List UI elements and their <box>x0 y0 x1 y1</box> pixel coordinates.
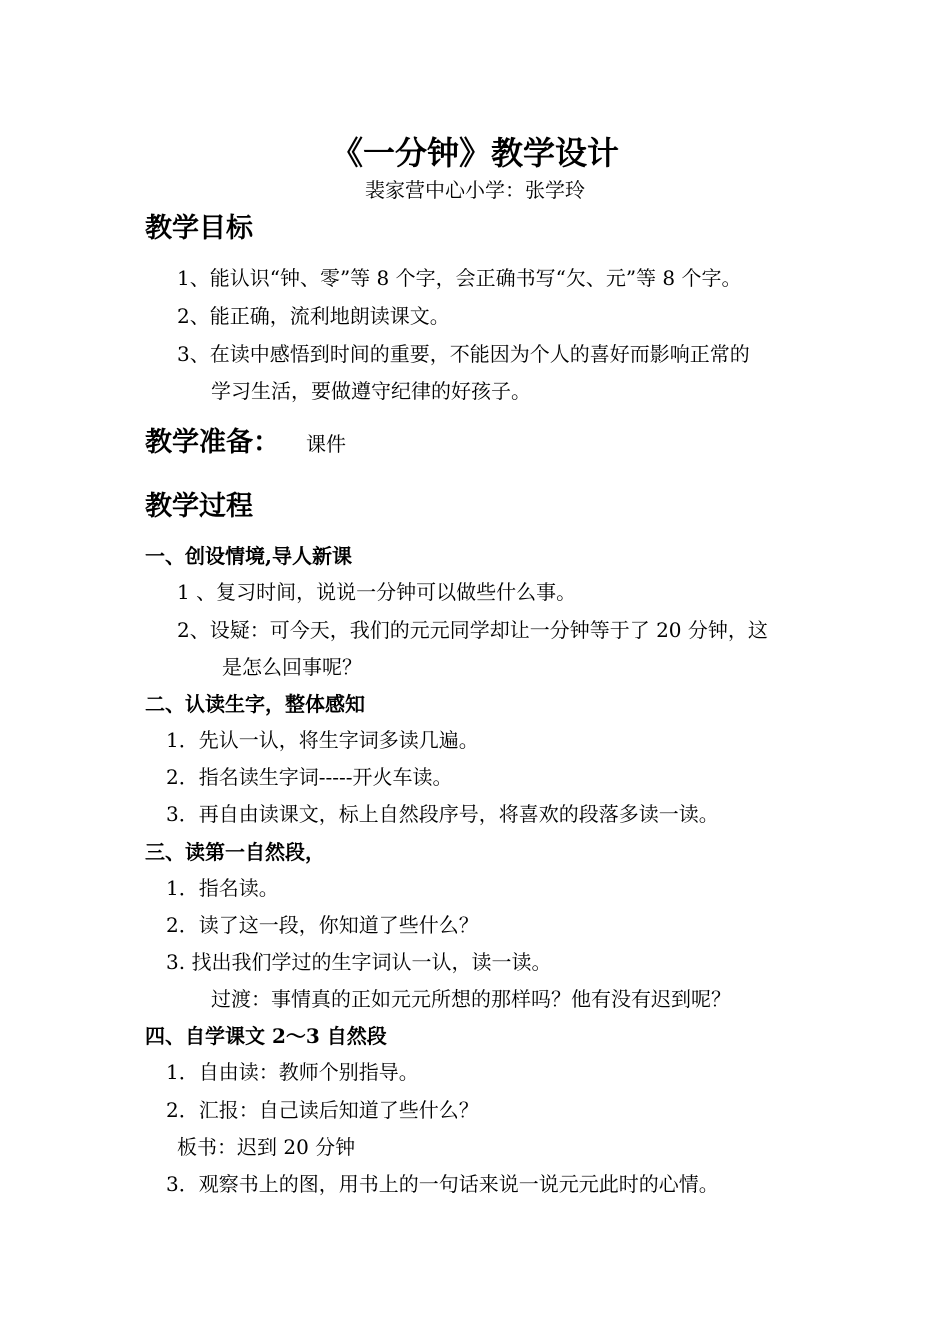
part4-heading: 四、自学课文 2～3 自然段 <box>145 1024 387 1048</box>
part2-item-1: 1．先认一认，将生字词多读几遍。 <box>166 728 479 752</box>
part1-heading: 一、创设情境,导人新课 <box>145 544 352 568</box>
author-line: 裴家营中心小学：张学玲 <box>365 178 585 202</box>
part3-heading: 三、读第一自然段， <box>145 840 325 864</box>
part2-item-3: 3．再自由读课文，标上自然段序号，将喜欢的段落多读一读。 <box>166 802 719 826</box>
part4-item-3: 3．观察书上的图，用书上的一句话来说一说元元此时的心情。 <box>166 1172 719 1196</box>
goal-item-2: 2、能正确，流利地朗读课文。 <box>177 304 450 328</box>
prep-heading <box>145 420 346 459</box>
prep-heading-label: 教学准备： <box>145 427 280 458</box>
goal-item-3: 3、在读中感悟到时间的重要，不能因为个人的喜好而影响正常的 <box>177 342 750 366</box>
part1-item-2-cont: 是怎么回事呢？ <box>222 655 362 679</box>
part4-item-1: 1．自由读：教师个别指导。 <box>166 1060 419 1084</box>
process-heading: 教学过程 <box>145 491 253 522</box>
prep-value: 课件 <box>306 432 346 456</box>
part3-item-1: 1．指名读。 <box>166 876 279 900</box>
part2-item-2: 2．指名读生字词-----开火车读。 <box>166 765 453 789</box>
document-title: 《一分钟》教学设计 <box>330 134 619 172</box>
goal-item-1: 1、能认识“钟、零”等 8 个字，会正确书写“欠、元”等 8 个字。 <box>177 266 742 290</box>
part4-item-2: 2．汇报：自己读后知道了些什么？ <box>166 1098 479 1122</box>
part4-board-note: 板书：迟到 20 分钟 <box>177 1135 356 1159</box>
goals-heading: 教学目标 <box>145 213 253 244</box>
part1-item-2: 2、设疑：可今天，我们的元元同学却让一分钟等于了 20 分钟，这 <box>177 618 768 642</box>
part1-item-1: 1 、复习时间，说说一分钟可以做些什么事。 <box>177 580 577 604</box>
part3-transition: 过渡：事情真的正如元元所想的那样吗？他有没有迟到呢？ <box>211 987 731 1011</box>
part2-heading: 二、认读生字，整体感知 <box>145 692 365 716</box>
goal-item-3-cont: 学习生活，要做遵守纪律的好孩子。 <box>211 379 531 403</box>
part3-item-2: 2．读了这一段，你知道了些什么？ <box>166 913 479 937</box>
part3-item-3: 3. 找出我们学过的生字词认一认，读一读。 <box>166 950 552 974</box>
